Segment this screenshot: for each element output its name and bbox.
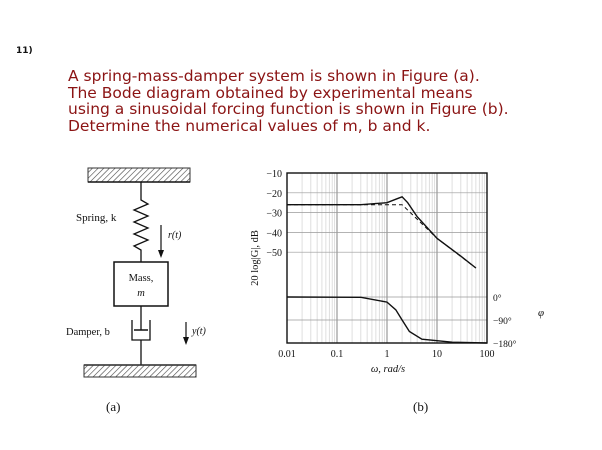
question-line: A spring-mass-damper system is shown in Figure (a). bbox=[68, 67, 480, 85]
plot-grid bbox=[287, 173, 487, 343]
phase-axis-symbol: φ bbox=[538, 307, 545, 319]
mass-label: Mass, bbox=[128, 273, 154, 284]
figure-a-caption: (a) bbox=[106, 399, 121, 414]
phase-tick-label: −180° bbox=[493, 340, 517, 350]
y-tick-label: −10 bbox=[266, 169, 282, 180]
x-tick-label: 0.1 bbox=[330, 349, 344, 360]
x-tick-labels bbox=[278, 349, 494, 360]
figure-b-caption: (b) bbox=[413, 399, 429, 414]
question-line: Determine the numerical values of m, b and k. bbox=[68, 116, 431, 135]
y-tick-label: −40 bbox=[266, 228, 282, 240]
y-tick-label: −30 bbox=[266, 208, 282, 220]
y-tick-label: −20 bbox=[266, 188, 282, 200]
question-line: using a sinusoidal forcing function is shown in Figure (b). bbox=[68, 100, 509, 118]
x-tick-label: 10 bbox=[432, 349, 442, 360]
phase-tick-label: −90° bbox=[493, 317, 512, 327]
question-line: The Bode diagram obtained by experimental means bbox=[68, 83, 473, 102]
phase-tick-labels bbox=[493, 293, 517, 350]
spring-label: Spring, k bbox=[76, 212, 117, 224]
question-number: 11) bbox=[16, 46, 33, 56]
y-tick-label: −50 bbox=[266, 248, 282, 260]
y-axis-label: 20 log|G|, dB bbox=[250, 230, 261, 286]
x-tick-label: 0.01 bbox=[278, 349, 296, 360]
asymptote-line bbox=[287, 205, 476, 268]
y-tick-labels bbox=[266, 169, 282, 259]
x-tick-label: 100 bbox=[479, 349, 495, 360]
output-label: y(t) bbox=[192, 326, 206, 337]
x-axis-label: ω, rad/s bbox=[370, 364, 406, 375]
damper-label: Damper, b bbox=[66, 327, 110, 338]
x-tick-label: 1 bbox=[384, 349, 390, 360]
mass-symbol: m bbox=[137, 288, 145, 299]
phase-tick-label: 0° bbox=[493, 294, 502, 304]
input-label: r(t) bbox=[168, 230, 182, 241]
